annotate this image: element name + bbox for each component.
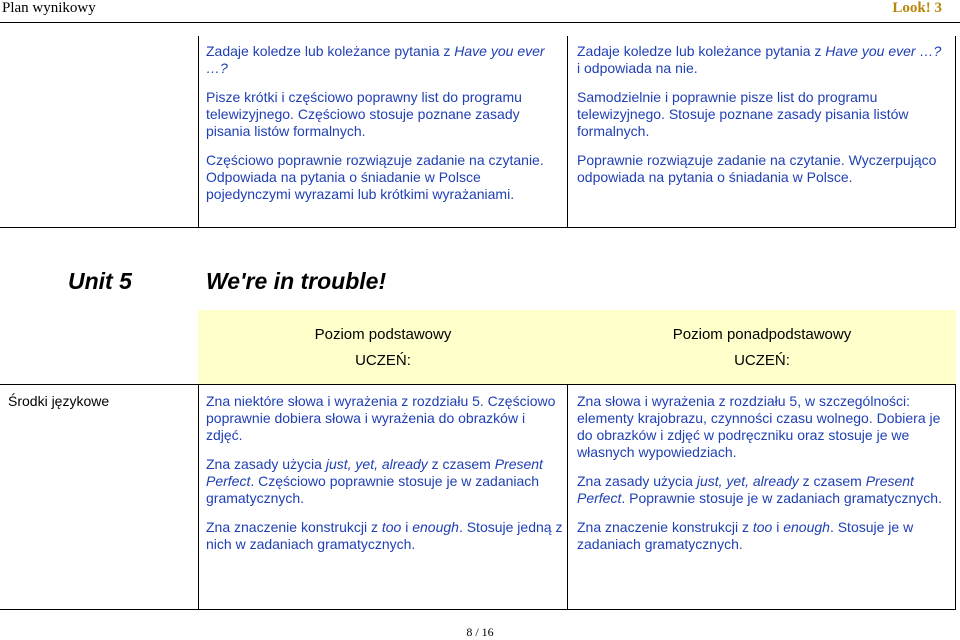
top-basic-cell [206,43,564,215]
top-advanced-cell [577,43,945,198]
unit-label: Unit 5 [68,268,132,294]
advanced-reading-text: Poprawnie rozwiązuje zadanie na czytanie. Wyczerpująco odpowiada na pytania o śniadania w Polsce. [577,152,937,185]
advanced-construction-text: Zna znaczenie konstrukcji z too i enough. Stosuje je w zadaniach gramatycznych. [577,519,914,552]
section-border-left [198,384,199,609]
table-border-left [198,36,199,227]
basic-reading-text: Częściowo poprawnie rozwiązuje zadanie na czytanie. Odpowiada na pytania o śniadanie w Polsce pojedynczymi wyrazami lub krótkimi wyrażaniami. [206,152,544,202]
document-title: Plan wynikowy [2,0,96,16]
basic-letter-text: Pisze krótki i częściowo poprawny list do programu telewizyjnego. Częściowo stosuje poznane zasady pisania listów formalnych. [206,89,522,139]
basic-vocab-text: Zna niektóre słowa i wyrażenia z rozdziału 5. Częściowo poprawnie dobiera słowa i wyrażenia do obrazków i zdjęć. [206,393,556,443]
section-border-right [955,384,956,609]
basic-level-subtitle: UCZEŃ: [355,352,411,369]
table-border-bottom [0,227,956,228]
advanced-question-text: Zadaje koledze lub koleżance pytania z Have you ever …? i odpowiada na nie. [577,43,942,76]
advanced-grammar-text: Zna zasady użycia just, yet, already z czasem Present Perfect. Poprawnie stosuje je w zadaniach gramatycznych. [577,473,942,506]
basic-level-title: Poziom podstawowy [314,326,452,343]
book-title: Look! 3 [892,0,942,16]
table-border-right [955,36,956,227]
advanced-letter-text: Samodzielnie i poprawnie pisze list do programu telewizyjnego. Stosuje poznane zasady pisania listów formalnych. [577,89,909,139]
unit-title: We're in trouble! [206,268,387,294]
section-border-middle [567,384,568,609]
page-number: 8 / 16 [466,625,494,639]
section-label: Środki językowe [8,393,110,409]
advanced-level-title: Poziom ponadpodstawowy [672,326,852,343]
level-header-band [198,310,956,384]
section-top-rule [0,384,956,385]
section-bottom-rule [0,609,956,610]
basic-grammar-text: Zna zasady użycia just, yet, already z czasem Present Perfect. Częściowo poprawnie stosuje je w zadaniach gramatycznych. [206,456,543,506]
header-rule [0,22,960,23]
table-border-middle [567,36,568,227]
basic-question-text: Zadaje koledze lub koleżance pytania z Have you ever …? [206,43,545,76]
section-advanced-cell [577,393,945,565]
advanced-level-subtitle: UCZEŃ: [734,352,790,369]
section-basic-cell [206,393,564,565]
advanced-vocab-text: Zna słowa i wyrażenia z rozdziału 5, w szczególności: elementy krajobrazu, czynności czasu wolnego. Dobiera je do obrazków i zdjęć w podręczniku oraz stosuje je we własnych wypowiedziach. [577,393,941,460]
basic-construction-text: Zna znaczenie konstrukcji z too i enough. Stosuje jedną z nich w zadaniach gramatycznych. [206,519,563,552]
